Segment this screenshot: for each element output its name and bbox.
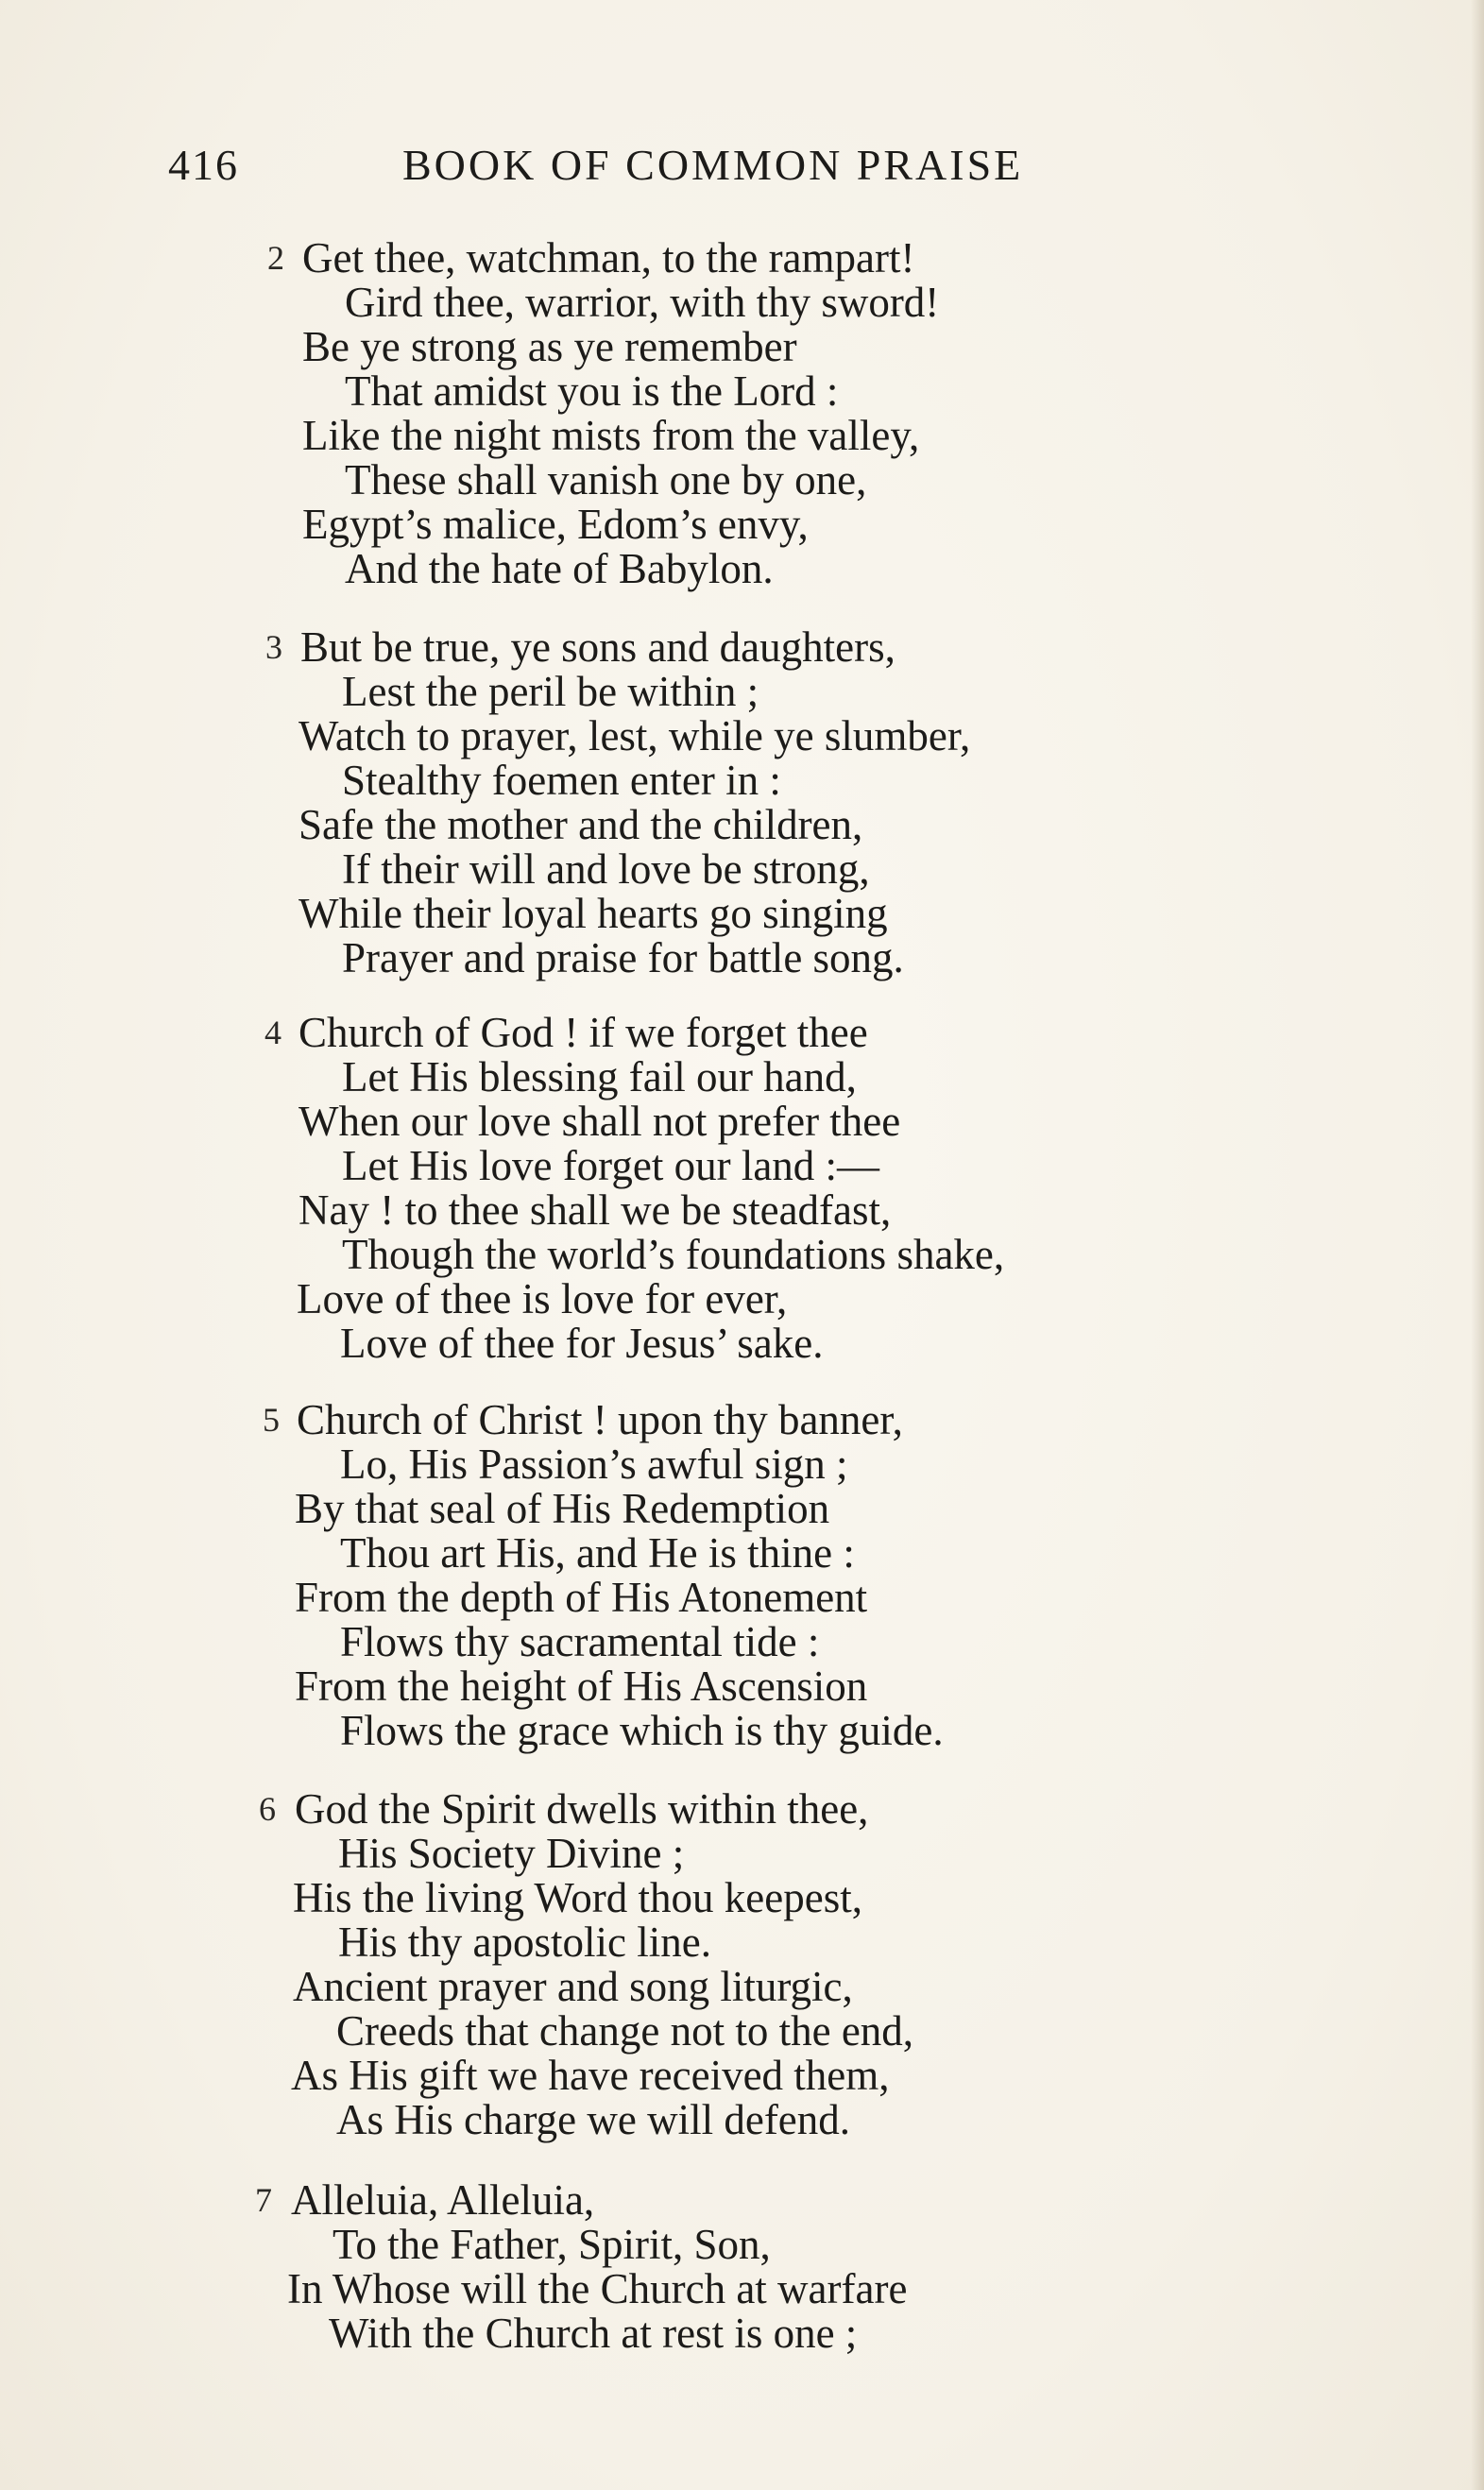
verse-line: Love of thee for Jesus’ sake.: [340, 1320, 824, 1367]
verse-line: Let His blessing fail our hand,: [342, 1053, 857, 1100]
verse-line: Watch to prayer, lest, while ye slumber,: [299, 712, 971, 759]
verse-line: From the height of His Ascension: [295, 1663, 868, 1710]
verse-line: Ancient prayer and song liturgic,: [293, 1963, 853, 2010]
verse-line: His the living Word thou keepest,: [293, 1874, 862, 1921]
verse-line: That amidst you is the Lord :: [345, 367, 839, 415]
verse-line: To the Father, Spirit, Son,: [333, 2221, 771, 2268]
verse-line: His Society Divine ;: [338, 1830, 685, 1877]
verse-line: From the depth of His Atonement: [295, 1574, 868, 1621]
verse-line: As His charge we will defend.: [336, 2096, 851, 2143]
page-number: 416: [168, 141, 239, 189]
stanza-number: 2: [267, 239, 284, 277]
verse-line: Church of Christ ! upon thy banner,: [297, 1396, 903, 1443]
verse-line: Thou art His, and He is thine :: [340, 1529, 855, 1577]
verse-line: Let His love forget our land :—: [342, 1142, 880, 1189]
verse-line: Flows the grace which is thy guide.: [340, 1707, 944, 1754]
verse-line: Like the night mists from the valley,: [302, 412, 920, 459]
page-edge-shadow: [1471, 0, 1484, 2490]
verse-line: But be true, ye sons and daughters,: [300, 623, 896, 671]
verse-line: While their loyal hearts go singing: [299, 890, 888, 937]
stanza-number: 5: [263, 1401, 280, 1439]
verse-line: Gird thee, warrior, with thy sword!: [345, 279, 940, 326]
page-header: [168, 137, 1151, 194]
verse-line: Nay ! to thee shall we be steadfast,: [299, 1186, 892, 1234]
verse-line: And the hate of Babylon.: [345, 545, 774, 592]
verse-line: Egypt’s malice, Edom’s envy,: [302, 501, 809, 548]
verse-line: Stealthy foemen enter in :: [342, 757, 781, 804]
running-title: BOOK OF COMMON PRAISE: [402, 141, 1024, 189]
verse-line: In Whose will the Church at warfare: [287, 2265, 908, 2312]
verse-line: Creeds that change not to the end,: [336, 2007, 914, 2055]
verse-line: His thy apostolic line.: [338, 1919, 711, 1966]
verse-line: Alleluia, Alleluia,: [291, 2176, 595, 2224]
verse-line: Though the world’s foundations shake,: [342, 1231, 1005, 1278]
verse-line: By that seal of His Redemption: [295, 1485, 830, 1532]
verse-line: Church of God ! if we forget thee: [299, 1009, 868, 1056]
verse-line: God the Spirit dwells within thee,: [295, 1785, 869, 1833]
verse-line: Flows thy sacramental tide :: [340, 1618, 820, 1665]
verse-line: These shall vanish one by one,: [345, 456, 867, 503]
verse-line: Lest the peril be within ;: [342, 668, 759, 715]
verse-line: Safe the mother and the children,: [299, 801, 863, 848]
verse-line: Be ye strong as ye remember: [302, 323, 797, 370]
verse-line: As His gift we have received them,: [291, 2052, 890, 2099]
verse-line: If their will and love be strong,: [342, 845, 870, 893]
stanza-number: 7: [255, 2181, 272, 2219]
verse-line: With the Church at rest is one ;: [329, 2310, 858, 2357]
verse-line: Lo, His Passion’s awful sign ;: [340, 1441, 848, 1488]
stanza-number: 4: [264, 1014, 281, 1051]
verse-line: Prayer and praise for battle song.: [342, 934, 904, 981]
verse-line: Get thee, watchman, to the rampart!: [302, 234, 915, 281]
stanza-number: 6: [259, 1790, 276, 1828]
verse-line: Love of thee is love for ever,: [297, 1275, 788, 1322]
stanza-number: 3: [265, 628, 282, 666]
verse-line: When our love shall not prefer thee: [299, 1098, 901, 1145]
